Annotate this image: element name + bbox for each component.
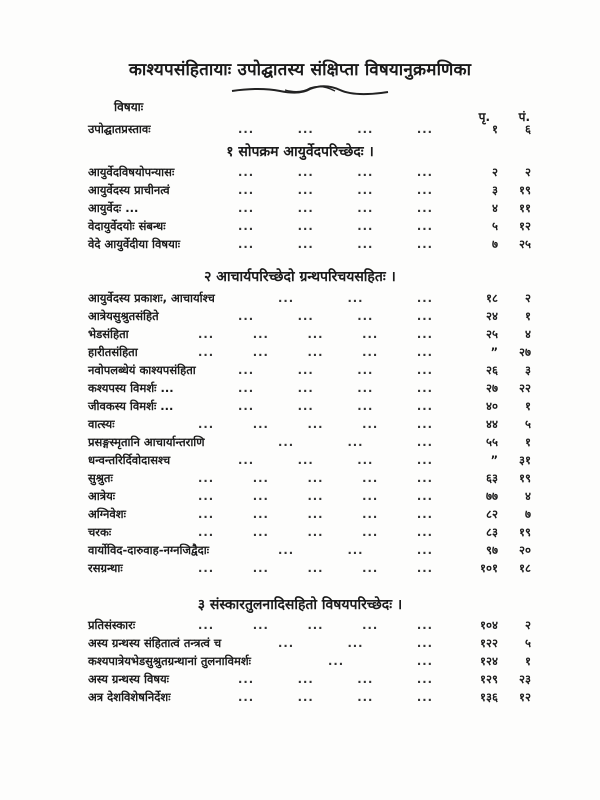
- page-number: २४: [486, 309, 498, 323]
- line-number: २३: [519, 672, 531, 686]
- leader-dot: ...: [278, 543, 295, 557]
- leader-dot: ...: [198, 525, 215, 539]
- leader-dot: ...: [238, 381, 255, 395]
- page-number: २५: [486, 327, 498, 341]
- toc-entry-text: हारीतसंहिता: [88, 345, 138, 359]
- line-number: १: [525, 435, 531, 449]
- leader-dot: ...: [238, 363, 255, 377]
- page-number: ७: [492, 237, 498, 251]
- leader-dot: ...: [416, 327, 433, 341]
- leader-dot: ...: [347, 543, 364, 557]
- toc-entry-text: आयुर्वेदः ...: [88, 201, 139, 215]
- page-number: १०४: [480, 618, 498, 632]
- leader-dots: [198, 345, 433, 359]
- leader-dots: [238, 237, 433, 251]
- leader-dots: [278, 543, 433, 557]
- leader-dot: ...: [416, 471, 433, 485]
- page-number: ८३: [486, 525, 498, 539]
- leader-dot: ...: [347, 291, 364, 305]
- toc-row: [88, 507, 538, 525]
- toc-entry-text: कश्यपस्य विमर्शः ...: [88, 381, 174, 395]
- line-column-header: पं.: [518, 110, 530, 124]
- page-number: ३: [492, 183, 498, 197]
- leader-dot: ...: [252, 507, 269, 521]
- leader-dots: [278, 435, 433, 449]
- leader-dot: ...: [416, 237, 433, 251]
- line-number: ३१: [519, 453, 531, 467]
- toc-entry-text: आत्रेयसुश्रुतसंहिते: [88, 309, 159, 323]
- leader-dot: ...: [416, 561, 433, 575]
- leader-dot: ...: [297, 122, 314, 136]
- leader-dot: ...: [362, 507, 379, 521]
- leader-dot: ...: [297, 219, 314, 233]
- toc-row: [88, 453, 538, 471]
- page-column-header: पृ.: [478, 110, 490, 124]
- leader-dot: ...: [252, 471, 269, 485]
- toc-row: [88, 201, 538, 219]
- leader-dot: ...: [362, 471, 379, 485]
- page-number: १२९: [480, 672, 498, 686]
- leader-dot: ...: [416, 183, 433, 197]
- page-number: २: [492, 165, 498, 179]
- toc-row: [88, 183, 538, 201]
- line-number: १९: [519, 471, 531, 485]
- leader-dot: ...: [307, 471, 324, 485]
- toc-entry-text: आयुर्वेदस्य प्राचीनत्वं: [88, 183, 170, 197]
- leader-dot: ...: [357, 363, 374, 377]
- leader-dot: ...: [252, 618, 269, 632]
- page-number: १२४: [480, 654, 498, 668]
- leader-dot: ...: [362, 561, 379, 575]
- leader-dots: [278, 291, 433, 305]
- line-number: १: [525, 654, 531, 668]
- toc-row: [88, 525, 538, 543]
- page-number: १८: [486, 291, 498, 305]
- leader-dot: ...: [416, 435, 433, 449]
- leader-dot: ...: [252, 327, 269, 341]
- leader-dot: ...: [416, 291, 433, 305]
- line-number: १९: [519, 183, 531, 197]
- page-number: ७७: [486, 489, 498, 503]
- toc-row: [88, 327, 538, 345]
- leader-dots: [238, 165, 433, 179]
- toc-row: [88, 363, 538, 381]
- toc-row: [88, 489, 538, 507]
- leader-dot: ...: [238, 237, 255, 251]
- leader-dot: ...: [416, 309, 433, 323]
- leader-dot: ...: [307, 417, 324, 431]
- toc-row: [88, 309, 538, 327]
- toc-row: [88, 471, 538, 489]
- leader-dot: ...: [357, 672, 374, 686]
- leader-dot: ...: [416, 453, 433, 467]
- leader-dots: [198, 507, 433, 521]
- toc-entry-text: भेडसंहिता: [88, 327, 129, 341]
- leader-dot: ...: [198, 345, 215, 359]
- toc-entry-text: वार्योविद-दारुवाह-नग्नजिद्वैदाः: [88, 543, 210, 557]
- leader-dot: ...: [416, 201, 433, 215]
- leader-dot: ...: [307, 561, 324, 575]
- line-number: २: [525, 165, 531, 179]
- leader-dots: [238, 309, 433, 323]
- toc-entry-text: चरकः: [88, 525, 112, 539]
- leader-dot: ...: [252, 417, 269, 431]
- toc-entry-text: वेदायुर्वेदयोः संबन्धः: [88, 219, 166, 233]
- toc-entry-text: अत्र देशविशेषनिर्देशः: [88, 690, 171, 704]
- leader-dot: ...: [416, 417, 433, 431]
- line-number: ७: [525, 507, 531, 521]
- leader-dot: ...: [198, 327, 215, 341]
- toc-row: [88, 435, 538, 453]
- leader-dots: [238, 399, 433, 413]
- leader-dot: ...: [357, 309, 374, 323]
- leader-dot: ...: [416, 165, 433, 179]
- leader-dot: ...: [362, 327, 379, 341]
- leader-dots: [278, 636, 433, 650]
- leader-dot: ...: [307, 345, 324, 359]
- line-number: १९: [519, 525, 531, 539]
- leader-dots: [238, 183, 433, 197]
- line-number: १: [525, 309, 531, 323]
- page-number: १: [492, 122, 498, 136]
- leader-dot: ...: [238, 690, 255, 704]
- line-number: ३: [525, 363, 531, 377]
- leader-dots: [328, 654, 433, 668]
- leader-dot: ...: [297, 399, 314, 413]
- page-number: ८२: [486, 507, 498, 521]
- line-number: १२: [519, 690, 531, 704]
- leader-dots: [238, 672, 433, 686]
- toc-row: [88, 690, 538, 708]
- leader-dot: ...: [238, 399, 255, 413]
- leader-dot: ...: [362, 417, 379, 431]
- toc-row: [88, 636, 538, 654]
- leader-dot: ...: [416, 399, 433, 413]
- leader-dots: [198, 471, 433, 485]
- line-number: २: [525, 291, 531, 305]
- toc-entry-text: आत्रेयः: [88, 489, 116, 503]
- leader-dots: [238, 453, 433, 467]
- toc-row: [88, 399, 538, 417]
- line-number: १: [525, 399, 531, 413]
- page-number: १३६: [480, 690, 498, 704]
- leader-dot: ...: [278, 636, 295, 650]
- leader-dot: ...: [357, 690, 374, 704]
- line-number: २०: [519, 543, 531, 557]
- line-number: ४: [525, 489, 531, 503]
- section-heading: ३ संस्कारतुलनादिसहितो विषयपरिच्छेदः ।: [197, 597, 403, 613]
- line-number: २५: [519, 237, 531, 251]
- line-number: २२: [519, 381, 531, 395]
- leader-dot: ...: [357, 237, 374, 251]
- leader-dot: ...: [238, 183, 255, 197]
- page-number: ६३: [486, 471, 498, 485]
- leader-dot: ...: [328, 654, 345, 668]
- leader-dot: ...: [278, 291, 295, 305]
- toc-row: [88, 381, 538, 399]
- toc-entry-text: आयुर्वेदस्य प्रकाशः, आचार्याश्च: [88, 291, 215, 305]
- leader-dot: ...: [357, 399, 374, 413]
- leader-dot: ...: [252, 489, 269, 503]
- leader-dot: ...: [357, 201, 374, 215]
- toc-row: [88, 122, 538, 140]
- toc-row: [88, 237, 538, 255]
- leader-dot: ...: [416, 618, 433, 632]
- leader-dot: ...: [297, 690, 314, 704]
- leader-dot: ...: [278, 435, 295, 449]
- toc-row: [88, 561, 538, 579]
- leader-dot: ...: [416, 381, 433, 395]
- toc-row: [88, 654, 538, 672]
- leader-dot: ...: [252, 345, 269, 359]
- leader-dot: ...: [198, 489, 215, 503]
- leader-dots: [198, 489, 433, 503]
- toc-entry-text: वेदे आयुर्वेदीया विषयाः: [88, 237, 181, 251]
- leader-dot: ...: [416, 507, 433, 521]
- leader-dot: ...: [416, 219, 433, 233]
- leader-dot: ...: [307, 525, 324, 539]
- ornament-divider-icon: [230, 82, 390, 96]
- leader-dot: ...: [238, 165, 255, 179]
- leader-dot: ...: [362, 525, 379, 539]
- leader-dot: ...: [362, 618, 379, 632]
- leader-dot: ...: [357, 183, 374, 197]
- toc-entry-text: कश्यपात्रेयभेडसुश्रुतग्रन्थानां तुलनाविमर्शः: [88, 654, 251, 668]
- leader-dot: ...: [416, 489, 433, 503]
- leader-dot: ...: [252, 525, 269, 539]
- toc-entry-text: अग्निवेशः: [88, 507, 126, 521]
- toc-row: [88, 618, 538, 636]
- line-number: १२: [519, 219, 531, 233]
- leader-dot: ...: [307, 507, 324, 521]
- leader-dot: ...: [347, 636, 364, 650]
- leader-dot: ...: [357, 122, 374, 136]
- toc-row: [88, 291, 538, 309]
- page-number: २७: [486, 381, 498, 395]
- leader-dot: ...: [297, 363, 314, 377]
- leader-dot: ...: [297, 201, 314, 215]
- leader-dot: ...: [416, 345, 433, 359]
- toc-row: [88, 543, 538, 561]
- toc-entry-text: उपोद्घातप्रस्तावः: [88, 122, 151, 136]
- leader-dots: [198, 618, 433, 632]
- leader-dot: ...: [357, 453, 374, 467]
- leader-dot: ...: [416, 363, 433, 377]
- line-number: ६: [525, 122, 531, 136]
- leader-dot: ...: [198, 471, 215, 485]
- leader-dot: ...: [297, 237, 314, 251]
- toc-entry-text: वात्स्यः: [88, 417, 115, 431]
- leader-dots: [238, 219, 433, 233]
- toc-entry-text: अस्य ग्रन्थस्य संहितात्वं तन्त्रत्वं च: [88, 636, 222, 650]
- page-number: ५५: [486, 435, 498, 449]
- toc-entry-text: रसग्रन्थाः: [88, 561, 123, 575]
- page-number: ”: [490, 453, 498, 467]
- leader-dot: ...: [362, 345, 379, 359]
- leader-dot: ...: [198, 417, 215, 431]
- toc-row: [88, 345, 538, 363]
- line-number: १८: [519, 561, 531, 575]
- leader-dot: ...: [357, 381, 374, 395]
- toc-entry-text: प्रसङ्गस्मृतानि आचार्यान्तराणि: [88, 435, 205, 449]
- toc-entry-text: अस्य ग्रन्थस्य विषयः: [88, 672, 169, 686]
- leader-dot: ...: [416, 672, 433, 686]
- line-number: २७: [519, 345, 531, 359]
- page-number: ५: [492, 219, 498, 233]
- leader-dot: ...: [198, 618, 215, 632]
- toc-row: [88, 165, 538, 183]
- leader-dot: ...: [416, 122, 433, 136]
- leader-dot: ...: [297, 672, 314, 686]
- page-title: काश्यपसंहितायाः उपोद्घातस्य संक्षिप्ता विषयानुक्रमणिका: [128, 60, 472, 80]
- leader-dot: ...: [416, 654, 433, 668]
- subjects-header: विषयाः: [114, 100, 144, 114]
- toc-entry-text: आयुर्वेदविषयोपन्यासः: [88, 165, 175, 179]
- leader-dots: [198, 561, 433, 575]
- leader-dot: ...: [416, 543, 433, 557]
- leader-dot: ...: [347, 435, 364, 449]
- leader-dot: ...: [357, 219, 374, 233]
- toc-entry-text: नवोपलब्धेयं काश्यपसंहिता: [88, 363, 196, 377]
- leader-dot: ...: [238, 219, 255, 233]
- line-number: ११: [519, 201, 531, 215]
- leader-dots: [238, 201, 433, 215]
- leader-dots: [198, 525, 433, 539]
- leader-dot: ...: [416, 525, 433, 539]
- leader-dot: ...: [357, 165, 374, 179]
- toc-row: [88, 672, 538, 690]
- leader-dot: ...: [416, 690, 433, 704]
- page-number: ९७: [486, 543, 498, 557]
- line-number: ४: [525, 327, 531, 341]
- leader-dots: [238, 363, 433, 377]
- toc-entry-text: जीवकस्य विमर्शः ...: [88, 399, 174, 413]
- leader-dot: ...: [297, 165, 314, 179]
- line-number: २: [525, 618, 531, 632]
- leader-dot: ...: [238, 309, 255, 323]
- toc-entry-text: प्रतिसंस्कारः: [88, 618, 136, 632]
- leader-dot: ...: [416, 636, 433, 650]
- leader-dot: ...: [238, 122, 255, 136]
- leader-dot: ...: [238, 201, 255, 215]
- leader-dots: [238, 381, 433, 395]
- line-number: ५: [525, 417, 531, 431]
- leader-dot: ...: [198, 507, 215, 521]
- leader-dot: ...: [307, 489, 324, 503]
- page-number: १०१: [480, 561, 498, 575]
- leader-dot: ...: [238, 672, 255, 686]
- page-number: ४४: [486, 417, 498, 431]
- leader-dot: ...: [307, 618, 324, 632]
- leader-dot: ...: [362, 489, 379, 503]
- toc-row: [88, 417, 538, 435]
- leader-dot: ...: [297, 453, 314, 467]
- leader-dot: ...: [297, 183, 314, 197]
- page-number: ”: [490, 345, 498, 359]
- page-number: ४: [492, 201, 498, 215]
- leader-dot: ...: [297, 381, 314, 395]
- leader-dot: ...: [307, 327, 324, 341]
- section-heading: १ सोपक्रम आयुर्वेदपरिच्छेदः ।: [226, 144, 374, 160]
- page-number: ४०: [486, 399, 498, 413]
- leader-dots: [238, 122, 433, 136]
- section-heading: २ आचार्यपरिच्छेदो ग्रन्थपरिचयसहितः ।: [204, 269, 396, 285]
- leader-dot: ...: [198, 561, 215, 575]
- toc-entry-text: सुश्रुतः: [88, 471, 113, 485]
- page-number: १२२: [480, 636, 498, 650]
- toc-entry-text: धन्वन्तरिर्दिवोदासश्च: [88, 453, 171, 467]
- leader-dots: [198, 417, 433, 431]
- toc-row: [88, 219, 538, 237]
- leader-dot: ...: [297, 309, 314, 323]
- leader-dots: [198, 327, 433, 341]
- line-number: ५: [525, 636, 531, 650]
- leader-dots: [238, 690, 433, 704]
- page-number: २६: [486, 363, 498, 377]
- leader-dot: ...: [238, 453, 255, 467]
- leader-dot: ...: [252, 561, 269, 575]
